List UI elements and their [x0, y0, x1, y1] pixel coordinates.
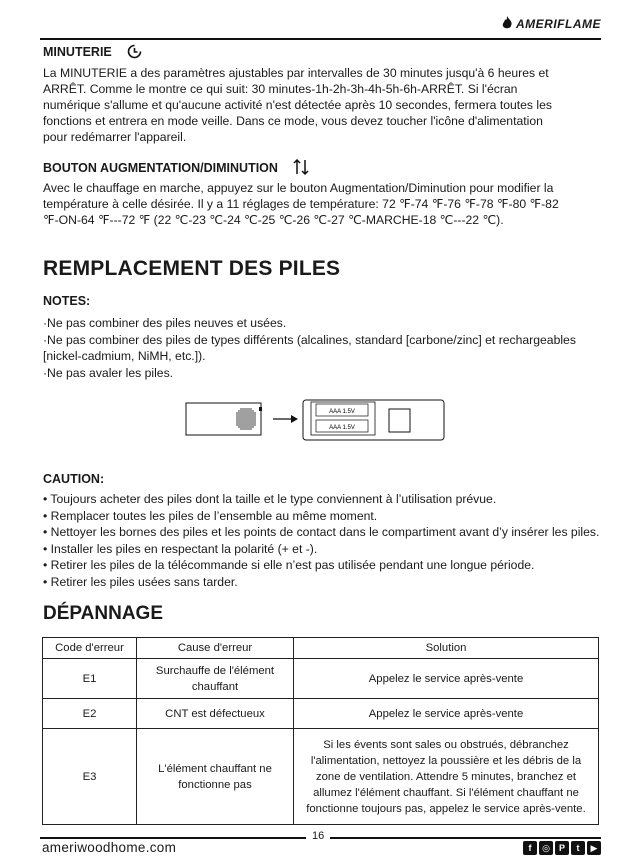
bouton-heading	[43, 158, 309, 176]
minuterie-text	[43, 65, 603, 145]
list-item: • Retirer les piles usées sans tarder.	[43, 574, 238, 589]
text-line: ℉-ON-64 ℉---72 ℉ (22 ℃-23 ℃-24 ℃-25 ℃-26 ℃-27 ℃-MARCHE-18 ℃---22 ℃).	[43, 213, 504, 227]
cell-line: Surchauffe de l'élément	[155, 664, 275, 677]
cell-line: L'élément chauffant ne	[158, 762, 272, 775]
text-line: fonctions et entrera en mode veille. Dans ce mode, vous devez toucher l'icône d'alimentation	[43, 114, 543, 128]
up-down-arrows-icon	[293, 158, 309, 176]
list-item: ·Ne pas combiner des piles de types différents (alcalines, standard [carbone/zinc] et rechargeables	[43, 332, 576, 347]
error-solution	[294, 659, 599, 699]
cell-line: zone de ventilation. Attendre 5 minutes, branchez et	[316, 770, 576, 783]
cell-line: Si les évents sont sales ou obstrués, débranchez	[323, 738, 569, 751]
twitter-icon[interactable]: t	[571, 841, 585, 855]
facebook-icon[interactable]: f	[523, 841, 537, 855]
text-line: pour redémarrer l'appareil.	[43, 130, 187, 144]
list-item: • Toujours acheter des piles dont la taille et le type conviennent à l’utilisation prévue.	[43, 492, 497, 506]
arrow-icon	[273, 415, 298, 423]
error-solution	[294, 699, 599, 729]
table-row	[43, 699, 599, 729]
social-icons	[523, 841, 601, 855]
remote-display	[389, 409, 410, 432]
instagram-icon[interactable]: ◎	[539, 841, 553, 855]
text-line: ARRÊT. Comme le montre ce qui suit: 30 minutes-1h-2h-3h-4h-5h-6h-ARRÊT. Si l'écran	[43, 82, 518, 96]
list-item: • Retirer les piles de la télécommande si elle n’est pas utilisée pendant une longue période.	[43, 558, 535, 572]
list-item: • Nettoyer les bornes des piles et les points de contact dans le compartiment avant d’y insérer les piles.	[43, 525, 600, 539]
cell-line: fonctionne pas	[178, 778, 252, 791]
error-code: E2	[43, 699, 137, 729]
column-header: Cause d'erreur	[137, 638, 294, 659]
list-item: ·Ne pas combiner des piles neuves et usées.	[43, 316, 287, 330]
minuterie-heading	[43, 44, 142, 59]
brand-logo	[501, 16, 601, 31]
depannage-title: DÉPANNAGE	[43, 603, 163, 624]
text-line: température à celle désirée. Il y a 11 réglages de température: 72 ℉-74 ℉-76 ℉-78 ℉-80 ℉-82	[43, 197, 559, 211]
list-item: • Installer les piles en respectant la polarité (+ et -).	[43, 541, 318, 556]
cell-line: CNT est défectueux	[165, 707, 265, 720]
table-row	[43, 659, 599, 699]
youtube-icon[interactable]: ▶	[587, 841, 601, 855]
cell-line: Appelez le service après-vente	[368, 707, 524, 720]
error-cause	[137, 659, 294, 699]
column-header: Solution	[294, 638, 599, 659]
battery-diagram	[185, 396, 447, 444]
cell-line: fonctionne toujours pas, appelez le service après-vente.	[306, 802, 586, 815]
cell-line: l'alimentation, nettoyez la poussière et les débris de la	[310, 754, 582, 767]
list-item: [nickel-cadmium, NiMH, etc.]).	[43, 349, 206, 363]
list-item: ·Ne pas avaler les piles.	[43, 365, 174, 380]
battery-label: AAA 1.5V	[329, 409, 355, 415]
text-line: numérique s'allume et qu'aucune activité n'est détectée après 10 secondes, fermera toutes les	[43, 98, 552, 112]
battery-label: AAA 1.5V	[329, 425, 355, 431]
cell-line: Appelez le service après-vente	[368, 672, 524, 685]
caution-list	[43, 491, 613, 590]
error-solution	[294, 729, 599, 825]
bouton-text	[43, 180, 603, 228]
cell-line: allumez l'élément chauffant. Si l'élément chauffant ne	[313, 786, 579, 799]
error-cause	[137, 729, 294, 825]
table-header-row	[43, 638, 599, 659]
error-code: E3	[43, 729, 137, 825]
error-cause	[137, 699, 294, 729]
brand-name: AMERIFLAME	[516, 17, 601, 31]
header-rule	[40, 38, 601, 40]
website-link[interactable]: ameriwoodhome.com	[42, 840, 177, 855]
remplacement-title: REMPLACEMENT DES PILES	[43, 257, 341, 280]
error-table	[42, 637, 599, 825]
battery-cover	[186, 403, 262, 435]
cell-line: chauffant	[191, 680, 239, 693]
text-line: La MINUTERIE a des paramètres ajustables par intervalles de 30 minutes jusqu'à 6 heures et	[43, 66, 549, 80]
flame-icon	[501, 16, 513, 30]
bouton-title: BOUTON AUGMENTATION/DIMINUTION	[43, 161, 278, 175]
notes-list	[43, 315, 603, 381]
table-row	[43, 729, 599, 825]
column-header: Code d'erreur	[43, 638, 137, 659]
text-line: Avec le chauffage en marche, appuyez sur le bouton Augmentation/Diminution pour modifier la	[43, 181, 554, 195]
caution-title: CAUTION:	[43, 472, 105, 486]
notes-title: NOTES:	[43, 294, 91, 308]
timer-icon	[127, 44, 142, 59]
error-code: E1	[43, 659, 137, 699]
pinterest-icon[interactable]: P	[555, 841, 569, 855]
page-number: 16	[306, 830, 330, 842]
minuterie-title: MINUTERIE	[43, 45, 112, 59]
list-item: • Remplacer toutes les piles de l’ensemble au même moment.	[43, 508, 378, 523]
